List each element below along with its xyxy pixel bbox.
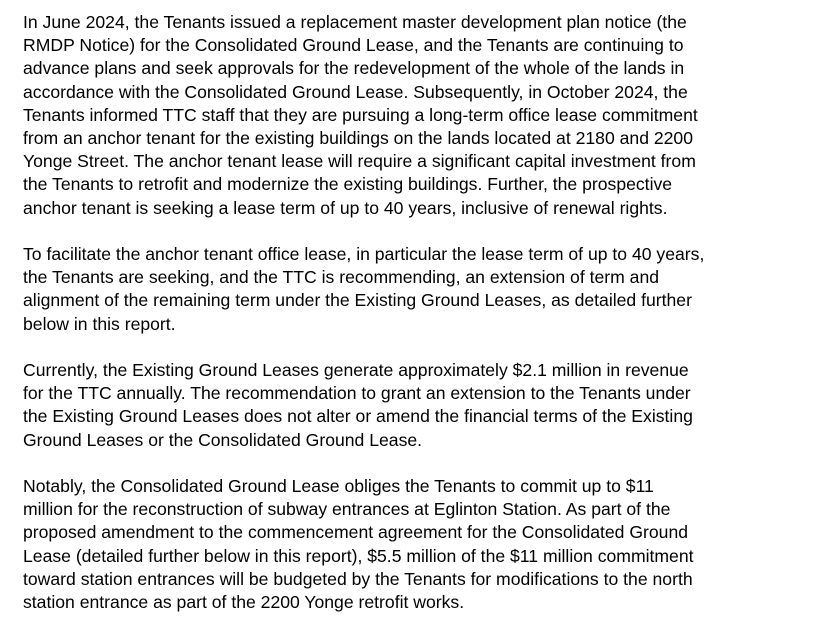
text-line: Lease (detailed further below in this report), $5.5 million of the $11 million commitment	[23, 545, 694, 566]
paragraph-rmdp-notice	[23, 11, 813, 220]
text-line: RMDP Notice) for the Consolidated Ground Lease, and the Tenants are continuing to	[23, 35, 684, 56]
document-body	[23, 11, 813, 637]
text-line: accordance with the Consolidated Ground Lease. Subsequently, in October 2024, the	[23, 81, 688, 102]
text-line: toward station entrances will be budgeted by the Tenants for modifications to the north	[23, 568, 693, 589]
text-line: Notably, the Consolidated Ground Lease obliges the Tenants to commit up to $11	[23, 476, 654, 497]
text-line: Currently, the Existing Ground Leases generate approximately $2.1 million in revenue	[23, 360, 689, 381]
text-line: Tenants informed TTC staff that they are pursuing a long-term office lease commitment	[23, 104, 698, 125]
text-line: Yonge Street. The anchor tenant lease will require a significant capital investment from	[23, 151, 696, 172]
text-line: from an anchor tenant for the existing buildings on the lands located at 2180 and 2200	[23, 128, 694, 149]
text-line: below in this report.	[23, 313, 176, 334]
paragraph-revenue	[23, 359, 813, 452]
text-line: anchor tenant is seeking a lease term of up to 40 years, inclusive of renewal rights.	[23, 197, 668, 218]
text-line: advance plans and seek approvals for the redevelopment of the whole of the lands in	[23, 58, 685, 79]
text-line: the Tenants are seeking, and the TTC is recommending, an extension of term and	[23, 267, 660, 288]
text-line: In June 2024, the Tenants issued a replacement master development plan notice (the	[23, 12, 687, 32]
text-line: station entrance as part of the 2200 Yonge retrofit works.	[23, 592, 465, 613]
text-line: proposed amendment to the commencement agreement for the Consolidated Ground	[23, 522, 689, 543]
paragraph-lease-extension	[23, 243, 813, 336]
text-line: million for the reconstruction of subway entrances at Eglinton Station. As part of the	[23, 499, 671, 520]
text-line: the Existing Ground Leases does not alter or amend the financial terms of the Existing	[23, 406, 693, 427]
text-line: To facilitate the anchor tenant office lease, in particular the lease term of up to 40 years,	[23, 244, 705, 265]
text-line: for the TTC annually. The recommendation to grant an extension to the Tenants under	[23, 383, 691, 404]
text-line: alignment of the remaining term under the Existing Ground Leases, as detailed further	[23, 290, 692, 311]
paragraph-station-entrances	[23, 475, 813, 614]
text-line: the Tenants to retrofit and modernize the existing buildings. Further, the prospective	[23, 174, 673, 195]
text-line: Ground Leases or the Consolidated Ground Lease.	[23, 429, 423, 450]
